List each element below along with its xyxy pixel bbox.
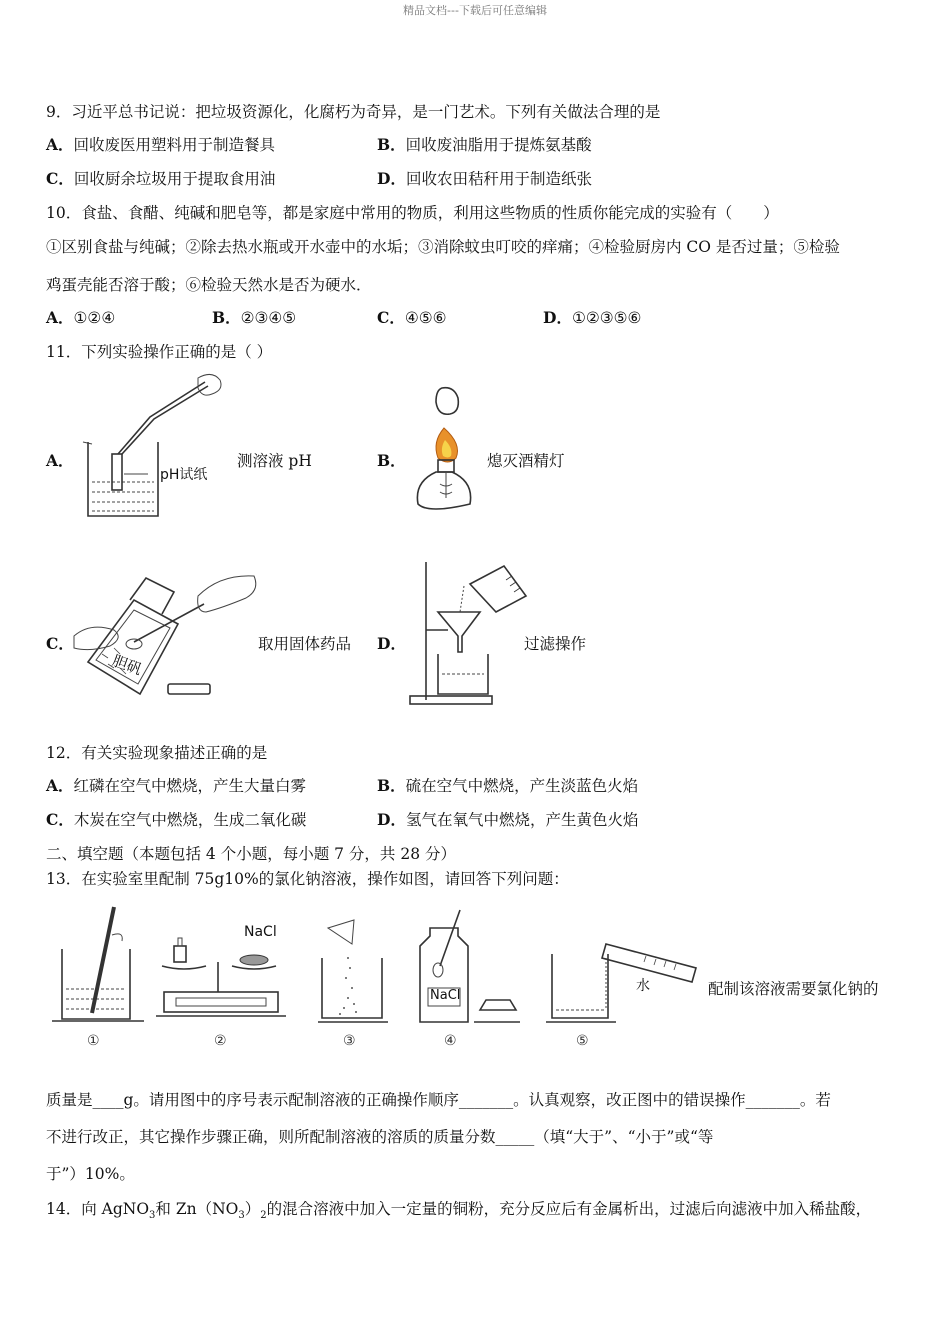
q13-step-2: ② — [214, 1033, 227, 1049]
q13-step-1: ① — [87, 1033, 100, 1049]
q13-fig-4-nacl-label: NaCl — [430, 988, 461, 1003]
q12-option-b: B．硫在空气中燃烧，产生淡蓝色火焰 — [377, 776, 639, 795]
q12-stem: 12．有关实验现象描述正确的是 — [46, 744, 268, 762]
q13-step-4: ④ — [444, 1033, 457, 1049]
q11-d-caption: 过滤操作 — [524, 635, 587, 653]
q11-a-caption: 测溶液 pH — [237, 452, 312, 470]
q12-option-a: A．红磷在空气中燃烧，产生大量白雾 — [46, 776, 307, 795]
ph-test-illustration — [80, 372, 230, 522]
q14-stem: 14．向 AgNO$_3$和 $Zn(NO_3)_2$的混合溶液中加入一定量的铜粉，充分反应后有金属析出，过滤后向滤液中加入稀盐酸， — [46, 1200, 872, 1222]
drug-bottle-label: 胆矾 — [109, 651, 145, 679]
q10-stem: 10．食盐、食醋、纯碱和肥皂等，都是家庭中常用的物质，利用这些物质的性质你能完成的实验有（ ） — [46, 204, 779, 222]
section-2-heading: 二、填空题（本题包括 4 个小题，每小题 7 分，共 28 分） — [46, 845, 457, 863]
q11-letter-c: C． — [46, 634, 74, 653]
ph-paper-label: pH试纸 — [160, 467, 208, 483]
q13-fig-5-water-label: 水 — [636, 978, 650, 994]
q13-fig-4-taking-nacl — [414, 906, 524, 1026]
q10-option-b: B．②③④⑤ — [212, 308, 297, 327]
q9-option-a: A．回收废医用塑料用于制造餐具 — [46, 135, 276, 154]
q10-line3: 鸡蛋壳能否溶于酸；⑥检验天然水是否为硬水． — [46, 276, 372, 294]
q9-option-d: D．回收农田秸秆用于制造纸张 — [377, 169, 592, 188]
q13-stem: 13．在实验室里配制 75g10%的氯化钠溶液，操作如图，请回答下列问题： — [46, 870, 569, 888]
q12-option-c: C．木炭在空气中燃烧，生成二氧化碳 — [46, 810, 307, 829]
q13-side-text: 配制该溶液需要氯化钠的 — [708, 980, 879, 998]
filtration-illustration — [408, 556, 528, 708]
q13-step-5: ⑤ — [576, 1033, 589, 1049]
q13-line4: 于”）10%。 — [46, 1165, 135, 1183]
q9-option-c: C．回收厨余垃圾用于提取食用油 — [46, 169, 276, 188]
q12-option-d: D．氢气在氧气中燃烧，产生黄色火焰 — [377, 810, 639, 829]
q13-fig-5-measuring-water — [546, 930, 706, 1026]
q10-option-a: A．①②④ — [46, 308, 116, 327]
q9-option-b: B．回收废油脂用于提炼氨基酸 — [377, 135, 592, 154]
q10-option-c: C．④⑤⑥ — [377, 308, 447, 327]
q9-stem: 9．习近平总书记说：把垃圾资源化，化腐朽为奇异，是一门艺术。下列有关做法合理的是 — [46, 103, 661, 121]
q11-letter-b: B． — [377, 451, 406, 470]
q10-line2: ①区别食盐与纯碱；②除去热水瓶或开水壶中的水垢；③消除蚊虫叮咬的痒痛；④检验厨房内 CO 是否过量；⑤检验 — [46, 238, 840, 256]
q13-step-3: ③ — [343, 1033, 356, 1049]
q11-b-caption: 熄灭酒精灯 — [487, 452, 565, 470]
q13-fig-3-pouring — [318, 918, 388, 1026]
page-header: 精品文档---下载后可任意编辑 — [403, 4, 547, 17]
solid-drug-illustration — [74, 570, 259, 710]
q10-option-d: D．①②③⑤⑥ — [543, 308, 642, 327]
q11-stem: 11．下列实验操作正确的是（ ） — [46, 343, 273, 361]
q13-line2: 质量是____g。请用图中的序号表示配制溶液的正确操作顺序_______。认真观察，改正图中的错误操作_______。若 — [46, 1091, 831, 1109]
q13-line3: 不进行改正，其它操作步骤正确，则所配制溶液的溶质的质量分数_____（填“大于”、“小于”或“等 — [46, 1128, 714, 1146]
q11-letter-a: A． — [46, 451, 74, 470]
q13-fig-2-nacl-label: NaCl — [244, 924, 277, 940]
alcohol-lamp-illustration — [410, 380, 480, 520]
q11-c-caption: 取用固体药品 — [258, 635, 352, 653]
q11-letter-d: D． — [377, 634, 406, 653]
q13-fig-1-stirring — [52, 905, 152, 1027]
